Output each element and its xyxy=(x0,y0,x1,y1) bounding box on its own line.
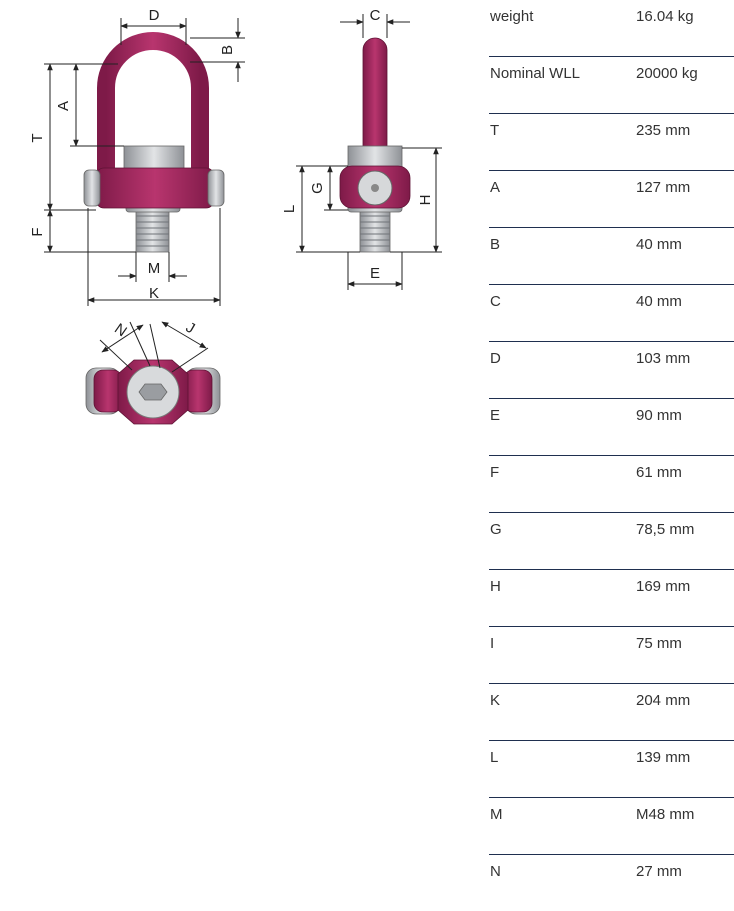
spec-key: F xyxy=(490,464,500,481)
dim-label-m: M xyxy=(147,260,161,277)
spec-value: 16.04 kg xyxy=(636,8,694,25)
dim-label-a: A xyxy=(55,100,72,112)
spec-key: L xyxy=(490,749,499,766)
spec-row xyxy=(489,114,734,171)
spec-value: 90 mm xyxy=(636,407,682,424)
specs-table xyxy=(489,0,734,911)
top-hex-socket xyxy=(139,384,167,400)
top-view xyxy=(86,319,220,424)
spec-key: K xyxy=(490,692,501,709)
spec-row xyxy=(489,798,734,855)
spec-key: B xyxy=(490,236,501,253)
dim-label-f: F xyxy=(29,227,46,237)
dim-label-b: B xyxy=(219,44,236,56)
dim-label-d: D xyxy=(148,7,160,24)
spec-row xyxy=(489,627,734,684)
spec-value: 61 mm xyxy=(636,464,682,481)
spec-row xyxy=(489,285,734,342)
front-side-cap-left xyxy=(84,170,100,206)
dim-label-c: C xyxy=(369,7,381,24)
front-view xyxy=(29,7,245,306)
spec-key: A xyxy=(490,179,501,196)
spec-value: 103 mm xyxy=(636,350,691,367)
side-pin-center xyxy=(371,184,379,192)
spec-row xyxy=(489,684,734,741)
technical-drawing xyxy=(0,0,470,440)
spec-value: 169 mm xyxy=(636,578,691,595)
spec-key: Nominal WLL xyxy=(490,65,581,82)
spec-key: C xyxy=(490,293,501,310)
spec-row xyxy=(489,570,734,627)
spec-row xyxy=(489,399,734,456)
side-view xyxy=(281,7,442,290)
spec-row xyxy=(489,171,734,228)
spec-value: 139 mm xyxy=(636,749,691,766)
dim-label-j: J xyxy=(182,318,198,338)
spec-key: T xyxy=(490,122,500,139)
dim-label-n: N xyxy=(111,320,130,341)
spec-key: G xyxy=(490,521,502,538)
dim-label-e: E xyxy=(369,265,381,282)
dim-label-k: K xyxy=(148,285,160,302)
dim-label-g: G xyxy=(309,182,326,194)
spec-value: 127 mm xyxy=(636,179,691,196)
dim-label-t: T xyxy=(29,133,46,143)
spec-row xyxy=(489,741,734,798)
spec-value: 40 mm xyxy=(636,293,682,310)
spec-value: 75 mm xyxy=(636,635,682,652)
spec-key: M xyxy=(490,806,503,823)
spec-value: M48 mm xyxy=(636,806,695,823)
spec-key: D xyxy=(490,350,501,367)
spec-row xyxy=(489,456,734,513)
spec-key: E xyxy=(490,407,501,424)
spec-value: 27 mm xyxy=(636,863,682,880)
spec-row xyxy=(489,855,734,911)
spec-row xyxy=(489,57,734,114)
spec-row xyxy=(489,342,734,399)
spec-value: 40 mm xyxy=(636,236,682,253)
spec-value: 20000 kg xyxy=(636,65,698,82)
spec-row xyxy=(489,228,734,285)
spec-value: 78,5 mm xyxy=(636,521,695,538)
spec-value: 204 mm xyxy=(636,692,691,709)
spec-key: I xyxy=(490,635,495,652)
spec-key: H xyxy=(490,578,501,595)
dim-label-h: H xyxy=(417,194,434,206)
spec-key: weight xyxy=(490,8,534,25)
front-body-block xyxy=(96,168,214,208)
spec-key: N xyxy=(490,863,501,880)
spec-row xyxy=(489,513,734,570)
spec-value: 235 mm xyxy=(636,122,691,139)
spec-row xyxy=(489,0,734,57)
dim-label-l: L xyxy=(281,204,298,214)
front-side-cap-right xyxy=(208,170,224,206)
